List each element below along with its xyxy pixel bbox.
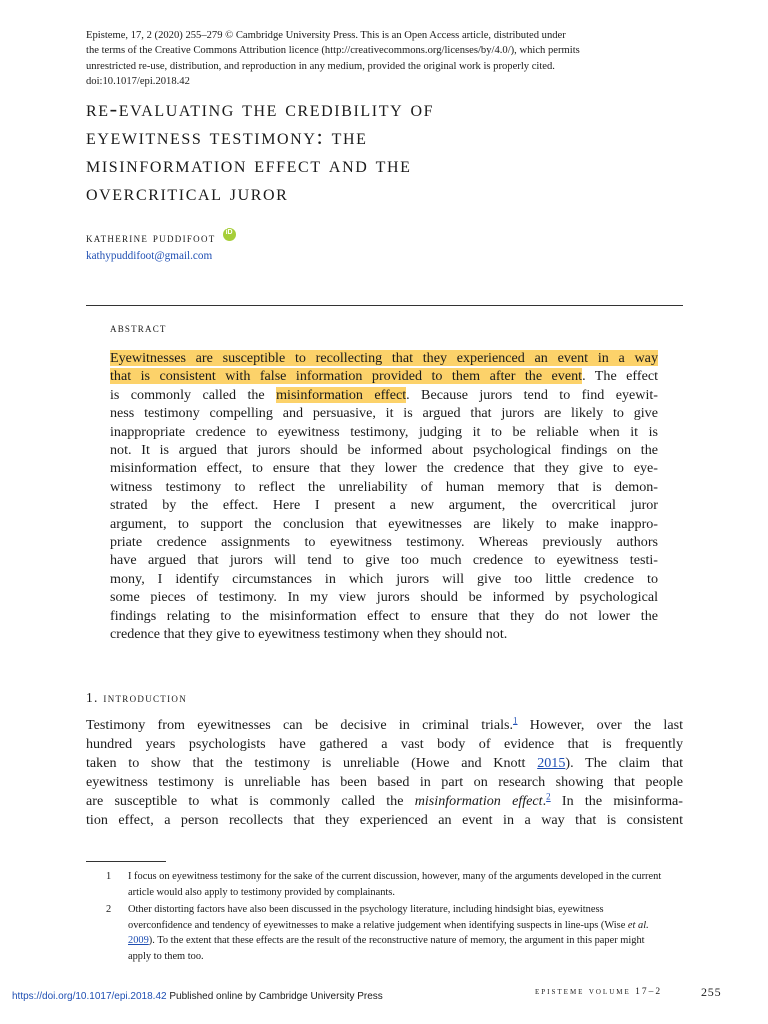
author-row [86,228,236,248]
abstract-line: not. It is argued that jurors should be informed about psychological findings on the [110,442,658,459]
abstract-text: . Because jurors tend to find eyewit- [406,386,658,403]
abstract-line: strated by the effect. Here I present a new argument, the overcritical juror [110,497,658,514]
doi-footer [12,991,383,1002]
footnotes [106,869,662,967]
abstract-line: priate credence assignments to eyewitness testimony. Whereas previously authors [110,534,658,551]
title-line: re-evaluating the credibility of [86,96,435,121]
footnote-1 [106,869,662,900]
body-line [86,792,683,811]
footnote-text: I focus on eyewitness testimony for the sake of the current discussion, however, many of the arguments developed in the current article would also apply to testimony provided by complainants. [128,871,662,898]
page-number: 255 [701,985,722,999]
abstract-text: . The effect [582,368,658,385]
footnote-text-part: Other distorting factors have also been discussed in the psychology literature, including hindsight bias, eyewitness overconfidence and tendency of eyewitnesses to make a relative judgement when identifying suspects in line-ups (Wise [128,904,628,931]
footnote-text-part: ). To the extent that these effects are the result of the reconstructive nature of memory, the argument in this paper might apply to them too. [128,935,645,962]
abstract-line: witness testimony to reflect the unreliability of human memory that is demon- [110,478,658,495]
highlighted-text[interactable]: that is consistent with false information provided to them after the event [110,368,583,385]
highlighted-text[interactable]: misinformation effect [276,386,407,403]
abstract-line: credence that they give to eyewitness testimony when they should not. [110,626,508,643]
citation-link[interactable]: 2015 [537,755,566,772]
published-online-text: Published online by Cambridge University Press [166,991,383,1002]
section-heading-introduction: 1. introduction [86,690,187,705]
abstract-line: misinformation effect, to ensure that they lower the credence that they give to eye- [110,460,658,477]
abstract-line: some pieces of testimony. In my view jurors should be informed by psychological [110,589,658,606]
title-line: eyewitness testimony: the [86,124,368,149]
abstract-line [110,367,658,385]
abstract-line: inappropriate credence to eyewitness testimony, judging it to be reliable when it is [110,423,658,440]
footnote-ref-2[interactable]: 2 [546,791,551,802]
body-line [86,754,683,773]
abstract-body [110,349,658,644]
abstract-line [110,349,658,367]
abstract-line: ness testimony compelling and persuasive, it is argued that jurors are likely to give [110,405,658,422]
abstract-line: findings relating to the misinformation effect to ensure that they do not lower the [110,607,658,624]
abstract-line [110,386,658,404]
abstract-text: is commonly called the [110,386,277,403]
body-text: are susceptible to what is commonly called the [86,793,415,810]
abstract-heading: abstract [110,321,167,335]
footnote-number: 1 [106,871,112,882]
orcid-icon[interactable] [223,228,236,241]
body-text: Testimony from eyewitnesses can be decisive in criminal trials. [86,717,514,733]
title-line: overcritical juror [86,180,289,205]
body-text: . [542,793,547,810]
body-text: However, over the last [517,717,683,733]
highlighted-text[interactable]: Eyewitnesses are susceptible to recollecting that they experienced an event in a way [110,350,658,366]
body-line: tion effect, a person recollects that they experienced an event in a way that is consistent [86,812,683,829]
footnote-text [128,902,662,964]
title-line: misinformation effect and the [86,152,412,177]
running-footer-title: episteme volume 17–2 [535,987,663,997]
publication-info [86,28,686,89]
author-name: katherine puddifoot [86,230,216,245]
footnote-divider [86,861,166,862]
pub-info-line: the terms of the Creative Commons Attribution licence (http://creativecommons.org/licenses/by/4.0/), which permits [86,45,580,57]
abstract-line: argument, to support the conclusion that eyewitnesses are likely to make inappro- [110,515,658,532]
pub-info-line: Episteme, 17, 2 (2020) 255–279 © Cambridge University Press. This is an Open Access article, distributed under [86,30,566,41]
article-title [86,95,686,207]
footnote-number: 2 [106,904,112,916]
abstract-line: mony, I identify circumstances in which jurors will give too little credence to [110,570,658,587]
footnote-emphasis: et al. [627,919,649,931]
citation-link[interactable]: 2009 [128,935,149,947]
pub-info-line: unrestricted re-use, distribution, and reproduction in any medium, provided the original work is properly cited. [86,60,555,72]
body-text: ). The claim that [565,755,683,772]
footnote-ref-1[interactable]: 1 [513,715,518,726]
body-line: eyewitness testimony is unreliable has been based in part on research showing that people [86,774,683,791]
abstract-line: have argued that jurors will tend to give too much credence to eyewitness testi- [110,552,658,569]
section-divider [86,305,683,306]
body-text: taken to show that the testimony is unreliable (Howe and Knott [86,755,538,772]
introduction-body [86,716,683,831]
body-line: hundred years psychologists have gathered a vast body of evidence that is frequently [86,736,683,753]
pub-info-doi: doi:10.1017/epi.2018.42 [86,75,190,87]
body-line [86,716,683,735]
doi-link[interactable]: https://doi.org/10.1017/epi.2018.42 [12,991,167,1002]
footnote-2 [106,902,662,964]
emphasized-term: misinformation effect [414,793,543,810]
body-text: In the misinforma- [550,793,684,810]
author-email-link[interactable]: kathypuddifoot@gmail.com [86,250,213,262]
